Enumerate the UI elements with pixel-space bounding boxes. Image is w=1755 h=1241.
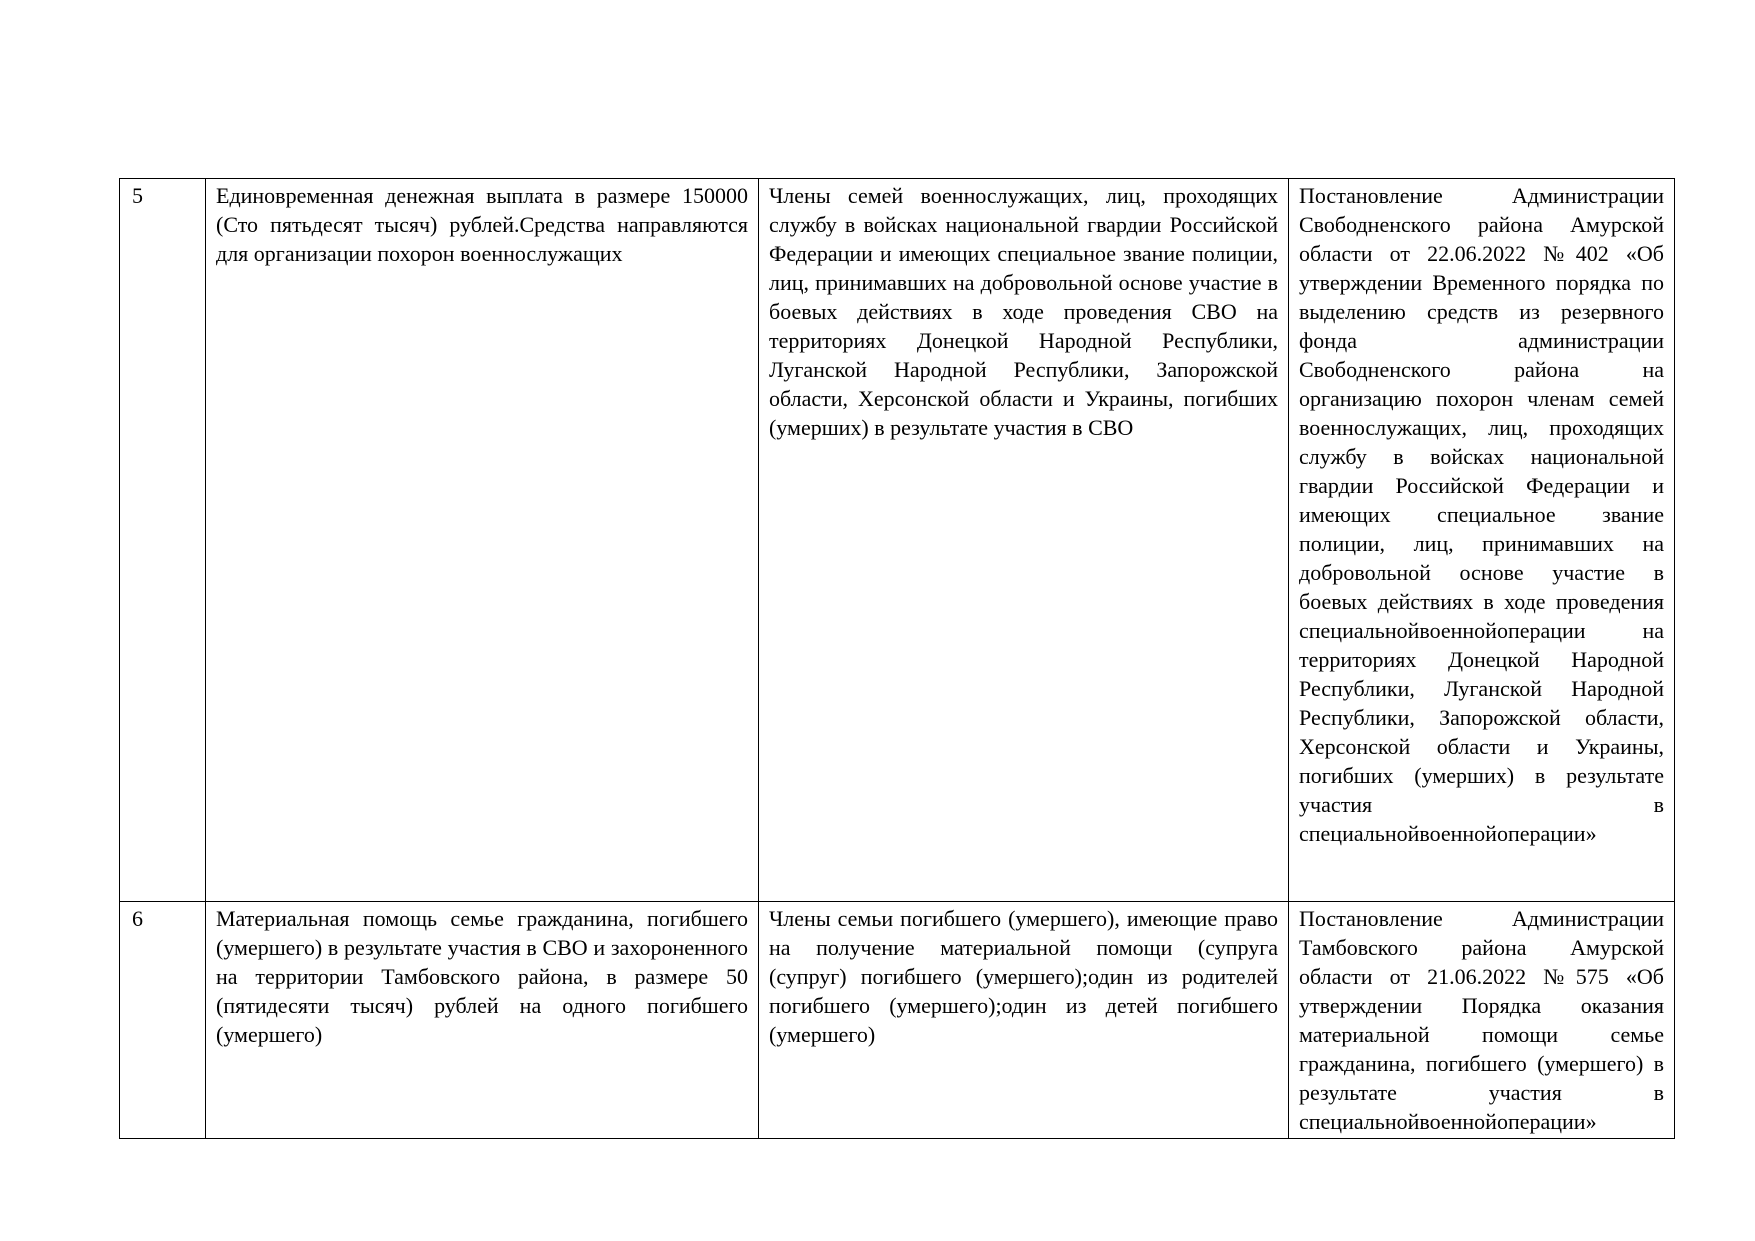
- benefit-recipients: Члены семьи погибшего (умершего), имеющие право на получение материальной помощи (супруга (супруг) погибшего (умершего);один из родителей погибшего (умершего);один из детей погибшего (умершего): [759, 902, 1289, 1139]
- legal-basis: Постановление Администрации Тамбовского района Амурской области от 21.06.2022 №575 «Об утверждении Порядка оказания материальной помощи семье гражданина, погибшего (умершего) в результате участия в специальнойвоеннойоперации»: [1289, 902, 1675, 1139]
- table-row: [120, 179, 1675, 902]
- row-number: 5: [120, 179, 206, 902]
- row-number: 6: [120, 902, 206, 1139]
- benefits-table: [119, 178, 1675, 1139]
- benefit-description: Материальная помощь семье гражданина, погибшего (умершего) в результате участия в СВО и захороненного на территории Тамбовского района, в размере 50 (пятидесяти тысяч) рублей на одного погибшего (умершего): [206, 902, 759, 1139]
- legal-basis: Постановление Администрации Свободненского района Амурской области от 22.06.2022 №402 «Об утверждении Временного порядка по выделению средств из резервного фонда администрации Свободненского района на организацию похорон членам семей военнослужащих, лиц, проходящих службу в войсках национальной гвардии Российской Федерации и имеющих специальное звание полиции, лиц, принимавших на добровольной основе участие в боевых действиях в ходе проведения специальнойвоеннойоперации на территориях Донецкой Народной Республики, Луганской Народной Республики, Запорожской области, Херсонской области и Украины, погибших (умерших) в результате участия в специальнойвоеннойоперации»: [1289, 179, 1675, 902]
- table-row: [120, 902, 1675, 1139]
- benefit-recipients: Члены семей военнослужащих, лиц, проходящих службу в войсках национальной гвардии Российской Федерации и имеющих специальное звание полиции, лиц, принимавших на добровольной основе участие в боевых действиях в ходе проведения СВО на территориях Донецкой Народной Республики, Луганской Народной Республики, Запорожской области, Херсонской области и Украины, погибших (умерших) в результате участия в СВО: [759, 179, 1289, 902]
- benefit-description: Единовременная денежная выплата в размере 150000 (Сто пятьдесят тысяч) рублей.Средства направляются для организации похорон военнослужащих: [206, 179, 759, 902]
